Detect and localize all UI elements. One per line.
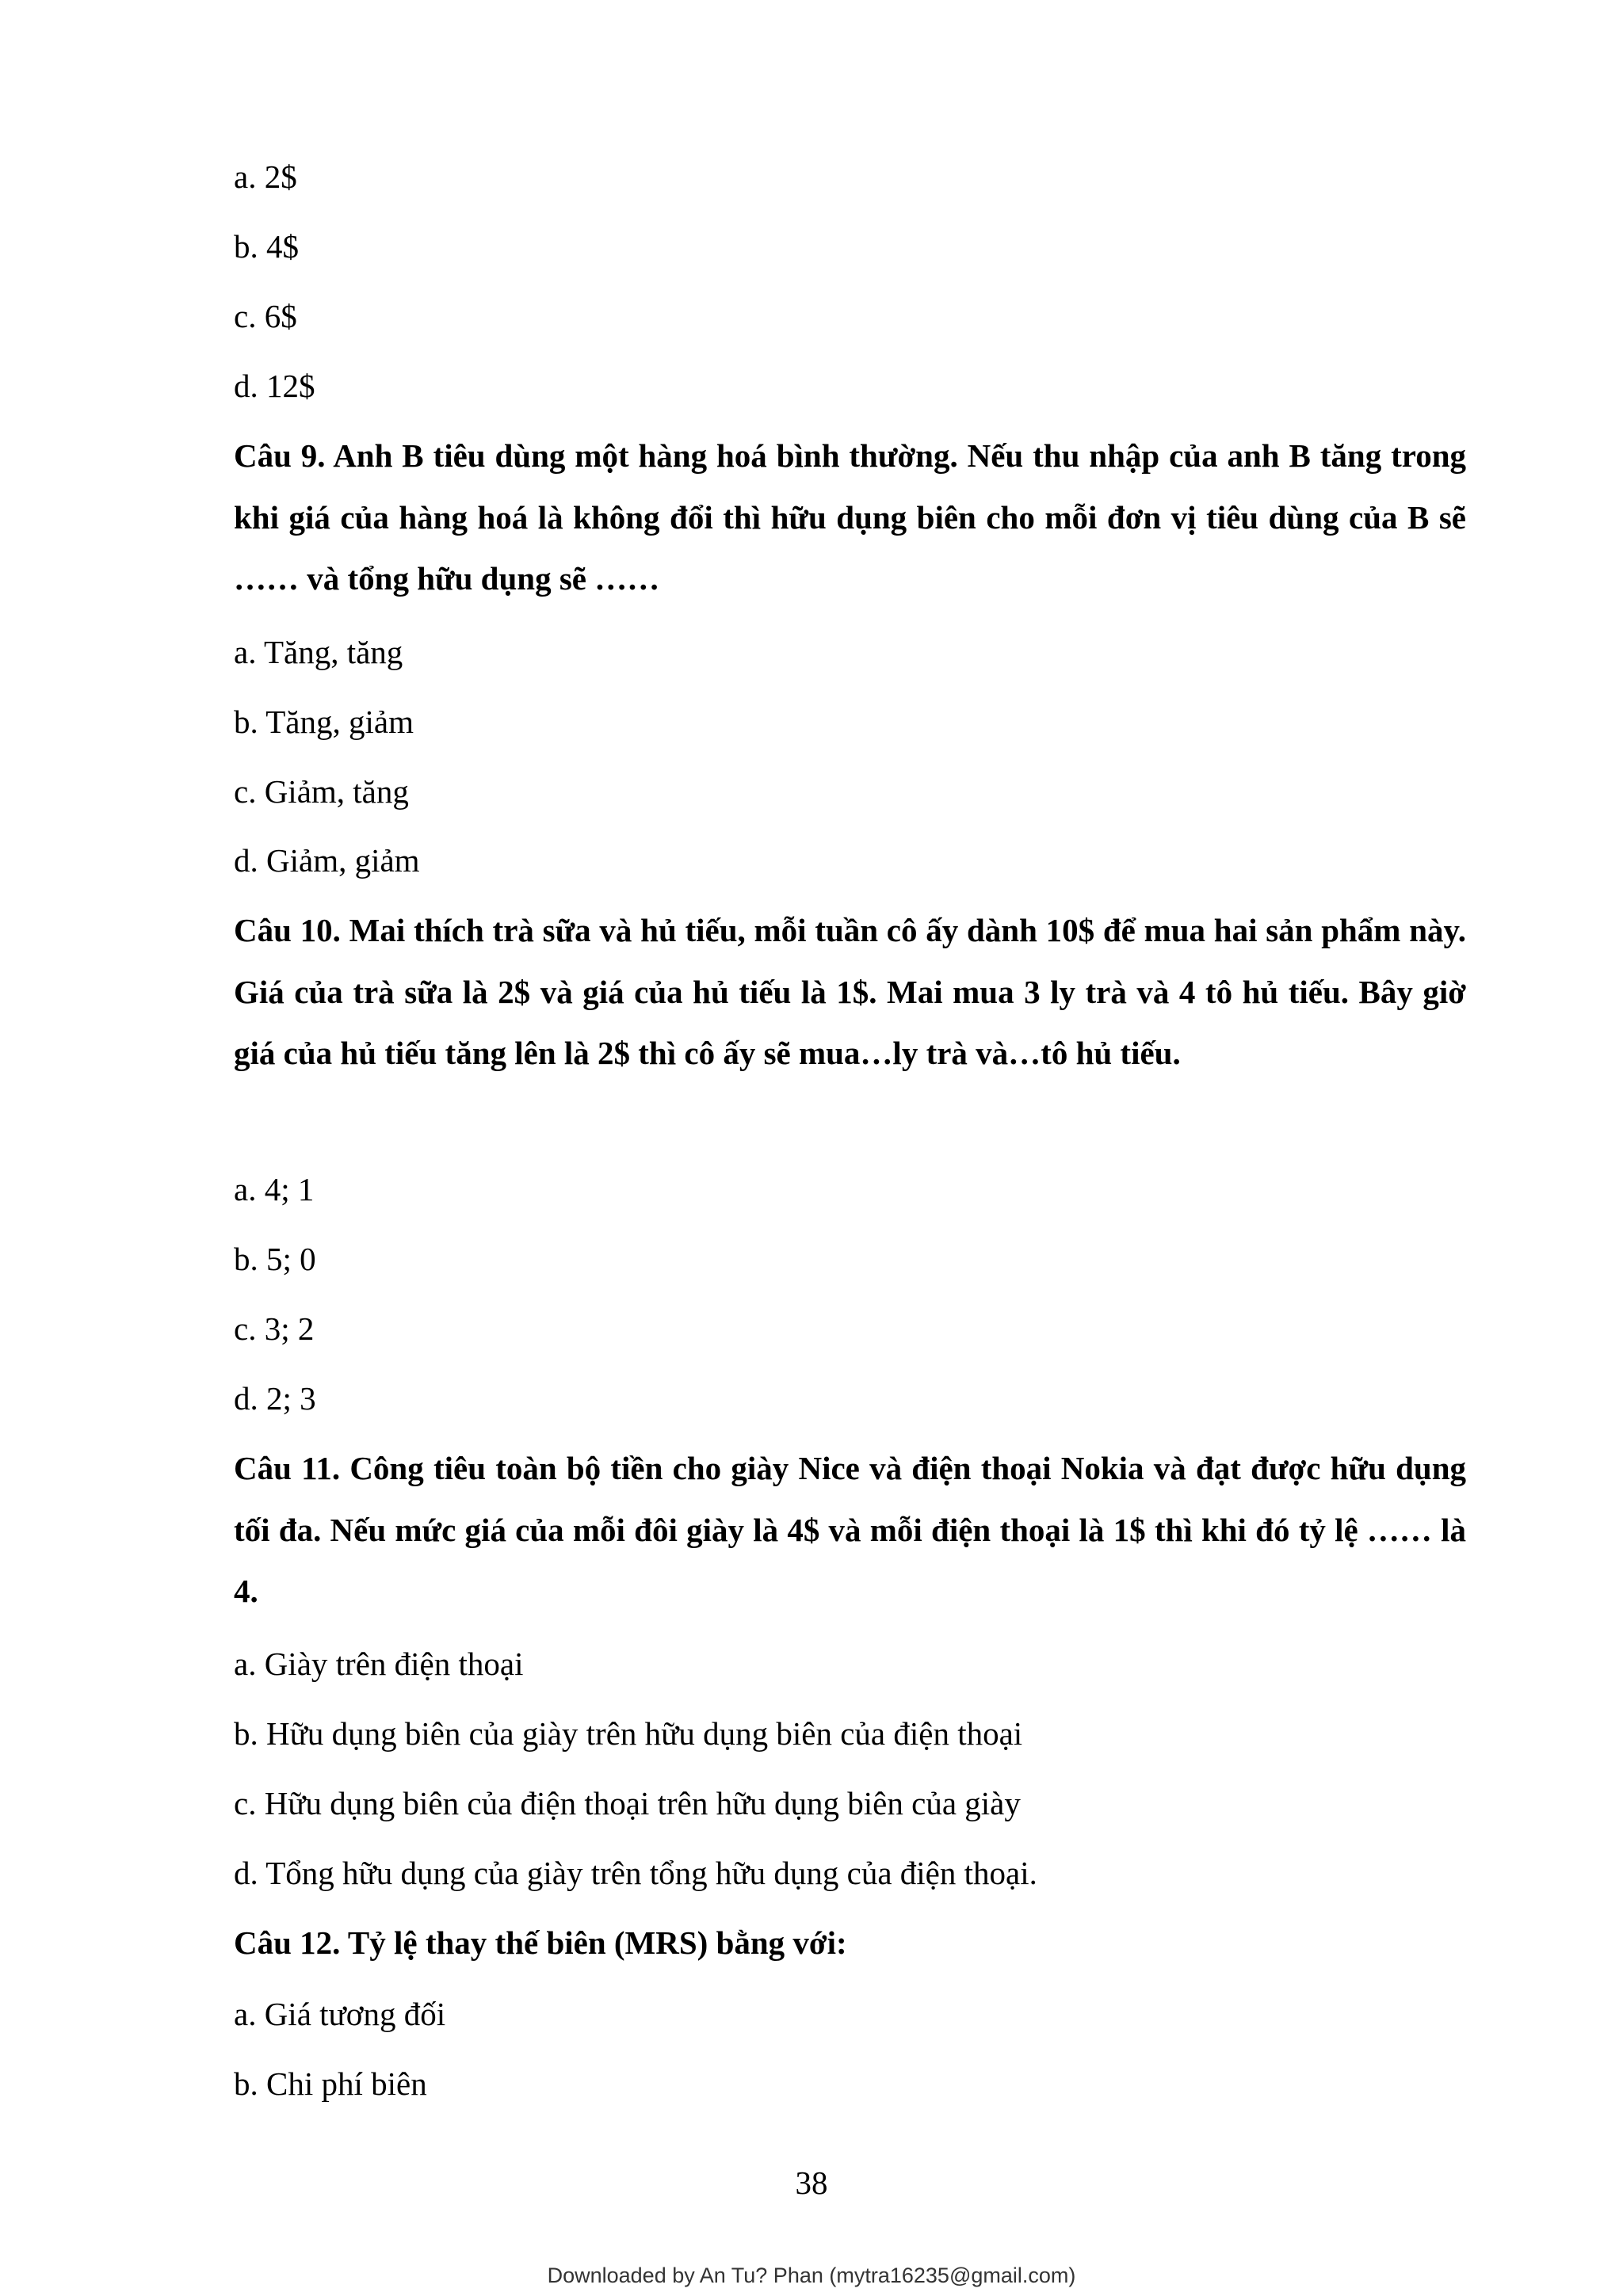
q12-question: Câu 12. Tỷ lệ thay thế biên (MRS) bằng với: bbox=[234, 1924, 847, 1961]
page-number: 38 bbox=[795, 2164, 828, 2201]
q9-question: Câu 9. Anh B tiêu dùng một hàng hoá bình thường. Nếu thu nhập của anh B tăng trong khi giá của hàng hoá là không đổi thì hữu dụng biên cho mỗi đơn vị tiêu dùng của B sẽ …… và tổng hữu dụng sẽ …… bbox=[234, 437, 1466, 597]
q11-option-d: d. Tổng hữu dụng của giày trên tổng hữu dụng của điện thoại. bbox=[234, 1855, 1037, 1891]
q9-option-c: c. Giảm, tăng bbox=[234, 773, 409, 810]
q8-option-c: c. 6$ bbox=[234, 298, 297, 334]
q11-option-a: a. Giày trên điện thoại bbox=[234, 1646, 524, 1682]
q10-option-a: a. 4; 1 bbox=[234, 1171, 315, 1207]
q11-option-b: b. Hữu dụng biên của giày trên hữu dụng biên của điện thoại bbox=[234, 1715, 1023, 1752]
q10-option-b: b. 5; 0 bbox=[234, 1241, 316, 1277]
q11-option-c: c. Hữu dụng biên của điện thoại trên hữu dụng biên của giày bbox=[234, 1785, 1021, 1821]
q12-option-a: a. Giá tương đối bbox=[234, 1996, 446, 2032]
q8-option-a: a. 2$ bbox=[234, 158, 297, 195]
q8-option-d: d. 12$ bbox=[234, 368, 315, 404]
q10-option-c: c. 3; 2 bbox=[234, 1310, 315, 1347]
q11-question: Câu 11. Công tiêu toàn bộ tiền cho giày Nice và điện thoại Nokia và đạt được hữu dụng tối đa. Nếu mức giá của mỗi đôi giày là 4$ và mỗi điện thoại là 1$ thì khi đó tỷ lệ …… là 4. bbox=[234, 1450, 1466, 1609]
q9-option-d: d. Giảm, giảm bbox=[234, 842, 420, 879]
q10-question: Câu 10. Mai thích trà sữa và hủ tiếu, mỗi tuần cô ấy dành 10$ để mua hai sản phẩm này. Giá của trà sữa là 2$ và giá của hủ tiếu là 1$. Mai mua 3 ly trà và 4 tô hủ tiếu. Bây giờ giá của hủ tiếu tăng lên là 2$ thì cô ấy sẽ mua…ly trà và…tô hủ tiếu. bbox=[234, 912, 1466, 1071]
q12-option-b: b. Chi phí biên bbox=[234, 2065, 427, 2102]
download-footer: Downloaded by An Tu? Phan (mytra16235@gmail.com) bbox=[547, 2264, 1076, 2287]
q10-option-d: d. 2; 3 bbox=[234, 1380, 316, 1417]
q9-option-a: a. Tăng, tăng bbox=[234, 634, 403, 670]
q8-option-b: b. 4$ bbox=[234, 228, 299, 265]
q9-option-b: b. Tăng, giảm bbox=[234, 704, 414, 740]
